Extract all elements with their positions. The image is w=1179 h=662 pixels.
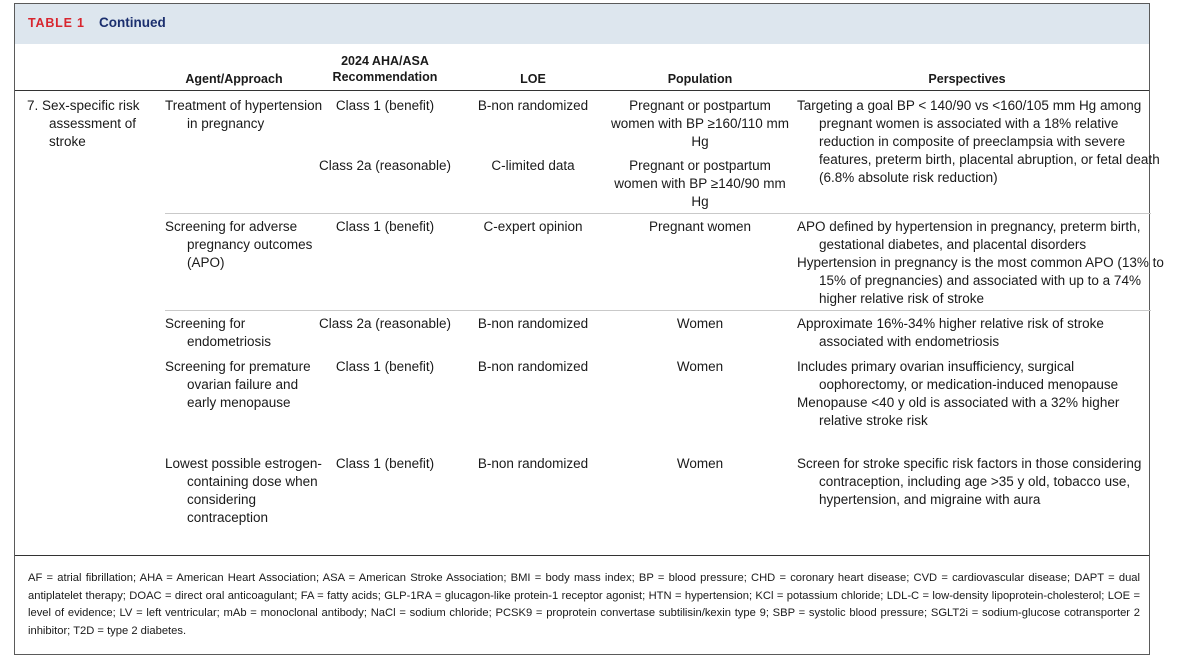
header-recommendation [311, 53, 459, 85]
table-frame [14, 3, 1164, 655]
row-divider [165, 213, 1151, 214]
header-recommendation-line1: 2024 AHA/ASA [341, 54, 429, 68]
table-title-bar [15, 4, 1149, 44]
recommendation-cell: Class 2a (reasonable) [318, 158, 452, 173]
perspective-text: APO defined by hypertension in pregnancy, preterm birth, gestational diabetes, and placental disorders [797, 219, 1141, 252]
table-bottom-rule [15, 555, 1149, 556]
header-rule [15, 90, 1149, 91]
population-cell: Pregnant or postpartum women with BP ≥160/110 mm Hg [611, 98, 789, 149]
perspective-text: Approximate 16%-34% higher relative risk of stroke associated with endometriosis [797, 316, 1104, 349]
recommendation-cell: Class 1 (benefit) [335, 98, 435, 113]
population-cell: Women [676, 456, 724, 471]
table-continued: Continued [99, 15, 166, 30]
row-divider [165, 310, 1151, 311]
table-label: TABLE 1 [28, 16, 85, 30]
perspective-text: Includes primary ovarian insufficiency, surgical oophorectomy, or medication-induced menopause [797, 359, 1119, 392]
loe-cell: C-limited data [491, 158, 575, 173]
loe-cell: B-non randomized [477, 456, 589, 471]
loe-cell: B-non randomized [477, 98, 589, 113]
perspective-text: Screen for stroke specific risk factors in those considering contraception, including age >35 y old, tobacco use, hypertension, and migraine with aura [797, 456, 1142, 507]
header-agent: Agent/Approach [185, 72, 283, 86]
population-cell: Pregnant or postpartum women with BP ≥140/90 mm Hg [614, 158, 786, 209]
population-cell: Women [676, 316, 724, 331]
agent-cell: Screening for premature ovarian failure and early menopause [165, 359, 311, 410]
recommendation-cell: Class 1 (benefit) [335, 219, 435, 234]
table-footnote: AF = atrial fibrillation; AHA = American Heart Association; ASA = American Stroke Association; BMI = body mass index; BP = blood pressure; CHD = coronary heart disease; CVD = cardiovascular disease; DAPT = dual antiplatelet therapy; DOAC = direct oral anticoagulant; FA = fatty acids; GLP-1RA = glucagon-like protein-1 receptor agonist; HTN = hypertension; KCl = potassium chloride; LDL-C = low-density lipoprotein-cholesterol; LOE = level of evidence; LV = left ventricular; mAb = monoclonal antibody; NaCl = sodium chloride; PCSK9 = proprotein convertase subtilisin/kexin type 9; SBP = systolic blood pressure; SGLT2i = sodium-glucose cotransporter 2 inhibitor; T2D = type 2 diabetes. [28, 572, 1140, 637]
recommendation-cell: Class 2a (reasonable) [318, 316, 452, 331]
agent-cell: Screening for adverse pregnancy outcomes (APO) [165, 219, 313, 270]
header-loe: LOE [520, 72, 546, 86]
agent-cell: Treatment of hypertension in pregnancy [165, 98, 323, 131]
section-label: 7. Sex-specific risk assessment of stroke [27, 98, 140, 149]
loe-cell: B-non randomized [477, 316, 589, 331]
agent-cell: Screening for endometriosis [165, 316, 272, 349]
loe-cell: B-non randomized [477, 359, 589, 374]
perspective-text: Menopause <40 y old is associated with a 32% higher relative stroke risk [797, 395, 1120, 428]
recommendation-cell: Class 1 (benefit) [335, 359, 435, 374]
population-cell: Women [676, 359, 724, 374]
population-cell: Pregnant women [648, 219, 752, 234]
agent-cell: Lowest possible estrogen-containing dose when considering contraception [165, 456, 322, 525]
loe-cell: C-expert opinion [483, 219, 583, 234]
perspective-text: Targeting a goal BP < 140/90 vs <160/105 mm Hg among pregnant women is associated with a 18% relative reduction in composite of preeclampsia with severe features, preterm birth, placental abruption, or fetal death (6.8% absolute risk reduction) [797, 98, 1160, 185]
header-recommendation-line2: Recommendation [332, 70, 438, 84]
recommendation-cell: Class 1 (benefit) [335, 456, 435, 471]
header-population: Population [667, 72, 733, 86]
perspective-text: Hypertension in pregnancy is the most common APO (13% to 15% of pregnancies) and associated with up to a 74% higher relative risk of stroke [797, 255, 1164, 306]
header-perspectives: Perspectives [928, 72, 1006, 86]
